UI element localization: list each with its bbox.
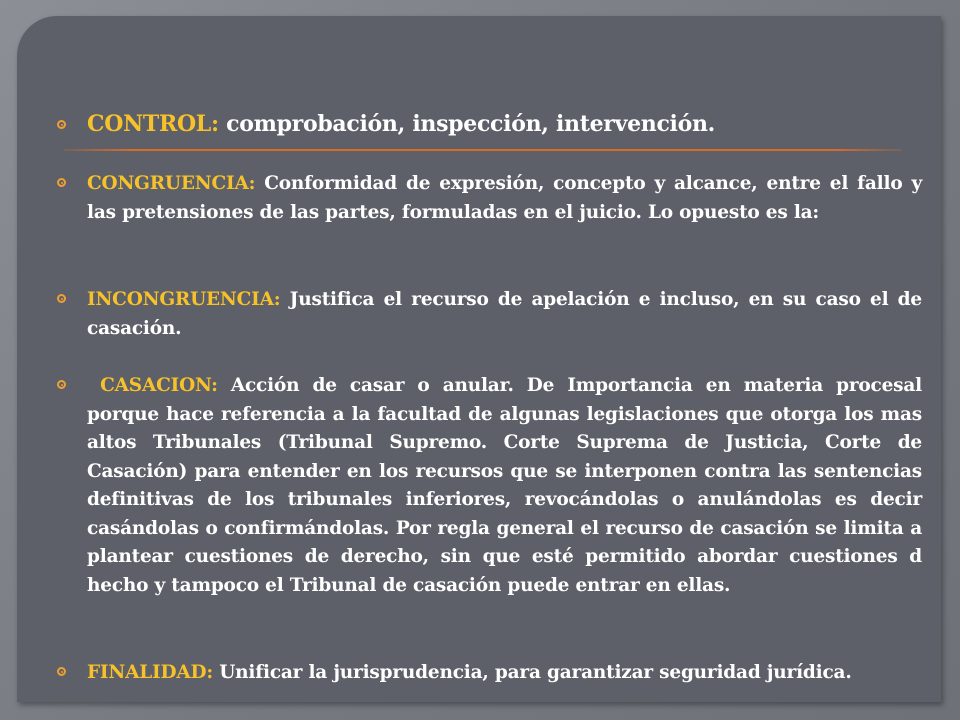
definition-casacion: Acción de casar o anular. De Importancia en materia procesal porque hace referencia a la facultad de algunas legislaciones que otorga los mas altos Tribunales (Tribunal Supremo. Corte Suprema de Justicia, Corte de Casación) para entender en los recursos que se interponen contra las sentencias definitivas de los tribunales inferiores, revocándolas o anulándolas es decir casándolas o confirmándolas. Por regla general el recurso de casación se limita a plantear cuestiones de derecho, sin que esté permitido abordar cuestiones d hecho y tampoco el Tribunal de casación puede entrar en ellas.: [87, 375, 922, 596]
bullet-marker-icon: [57, 294, 66, 303]
bullet-control-text: [87, 109, 922, 139]
bullet-finalidad-text: [87, 659, 922, 688]
bullet-marker-icon: [57, 380, 66, 389]
definition-congruencia: Conformidad de expresión, concepto y alcance, entre el fallo y las pretensiones de las partes, formuladas en el juicio. Lo opuesto es la:: [87, 173, 922, 223]
slide-content-panel: [17, 16, 941, 702]
bullet-congruencia-text: [87, 170, 922, 227]
bullet-incongruencia: [57, 286, 922, 343]
term-incongruencia: INCONGRUENCIA:: [87, 289, 281, 310]
bullet-marker-icon: [57, 120, 66, 129]
term-congruencia: CONGRUENCIA:: [87, 173, 256, 194]
bullet-casacion: [57, 372, 922, 600]
bullet-marker-icon: [57, 667, 66, 676]
term-casacion: CASACION:: [87, 375, 218, 396]
definition-finalidad: Unificar la jurisprudencia, para garantizar seguridad jurídica.: [212, 662, 852, 683]
title-divider: [64, 149, 902, 151]
bullet-marker-icon: [57, 178, 66, 187]
term-finalidad: FINALIDAD:: [87, 662, 213, 683]
definition-control: comprobación, inspección, intervención.: [218, 111, 716, 137]
term-control: CONTROL:: [87, 111, 219, 137]
definition-incongruencia: Justifica el recurso de apelación e incluso, en su caso el de casación.: [87, 289, 922, 339]
bullet-incongruencia-text: [87, 286, 922, 343]
bullet-congruencia: [57, 170, 922, 227]
bullet-control: [57, 109, 922, 139]
bullet-finalidad: [57, 659, 922, 688]
bullet-casacion-text: [87, 372, 922, 600]
